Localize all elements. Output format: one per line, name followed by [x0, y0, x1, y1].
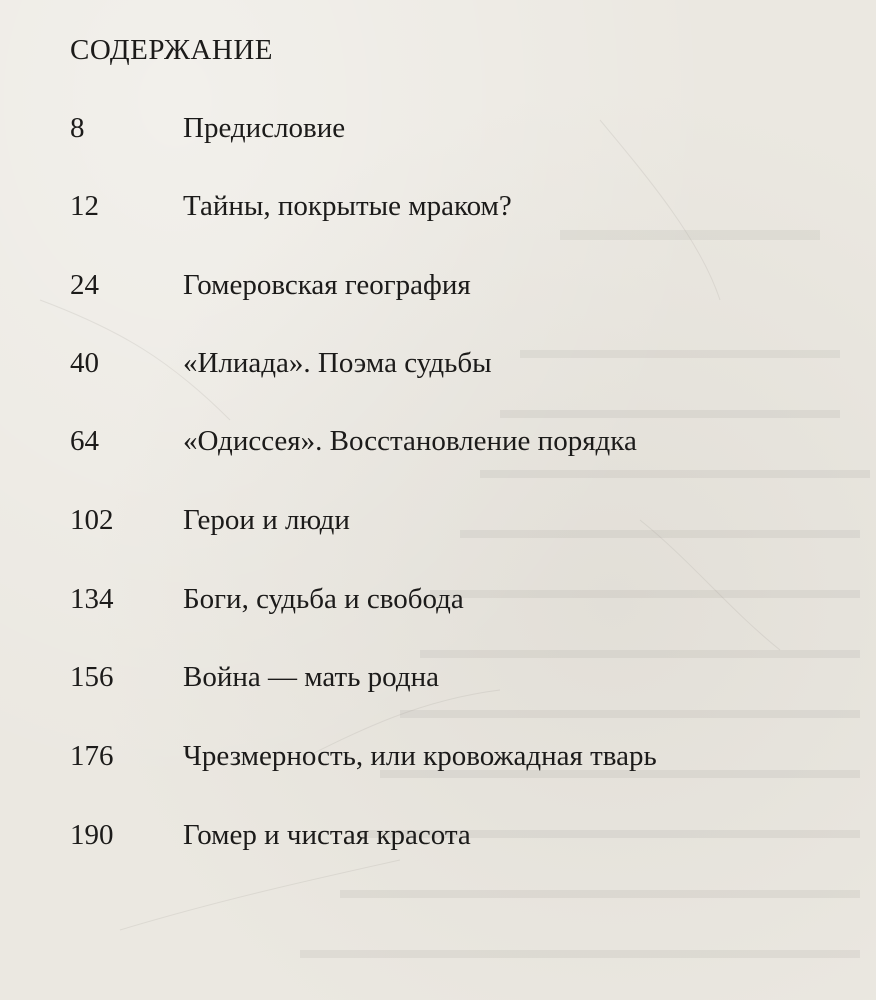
toc-entry-title: «Одиссея». Восстановление порядка — [183, 425, 637, 457]
toc-page-number: 64 — [70, 425, 99, 457]
toc-entry — [0, 186, 876, 226]
toc-page-number: 134 — [70, 583, 114, 615]
toc-entry-title: Герои и люди — [183, 504, 350, 536]
toc-entry — [0, 343, 876, 383]
toc-entry — [0, 421, 876, 461]
toc-page-number: 176 — [70, 740, 114, 772]
toc-page-number: 8 — [70, 112, 85, 144]
toc-entry-title: Боги, судьба и свобода — [183, 583, 464, 615]
toc-entry-title: Война — мать родна — [183, 661, 439, 693]
toc-entry — [0, 108, 876, 148]
toc-title: СОДЕРЖАНИЕ — [70, 34, 273, 66]
toc-page-number: 12 — [70, 190, 99, 222]
toc-page-number: 156 — [70, 661, 114, 693]
toc-entry-title: Тайны, покрытые мраком? — [183, 190, 512, 222]
toc-page-number: 102 — [70, 504, 114, 536]
toc-entry — [0, 579, 876, 619]
toc-entry — [0, 500, 876, 540]
toc-page-number: 24 — [70, 269, 99, 301]
toc-entry-title: Предисловие — [183, 112, 346, 144]
toc-entry-title: Чрезмерность, или кровожадная тварь — [183, 740, 657, 772]
toc-page-number: 40 — [70, 347, 99, 379]
toc-entry — [0, 815, 876, 855]
toc-entry — [0, 657, 876, 697]
toc-page-number: 190 — [70, 819, 114, 851]
toc-entry — [0, 736, 876, 776]
toc-entry — [0, 265, 876, 305]
toc-entry-title: Гомеровская география — [183, 269, 471, 301]
toc-entry-title: Гомер и чистая красота — [183, 819, 471, 851]
toc-entry-title: «Илиада». Поэма судьбы — [183, 347, 492, 379]
